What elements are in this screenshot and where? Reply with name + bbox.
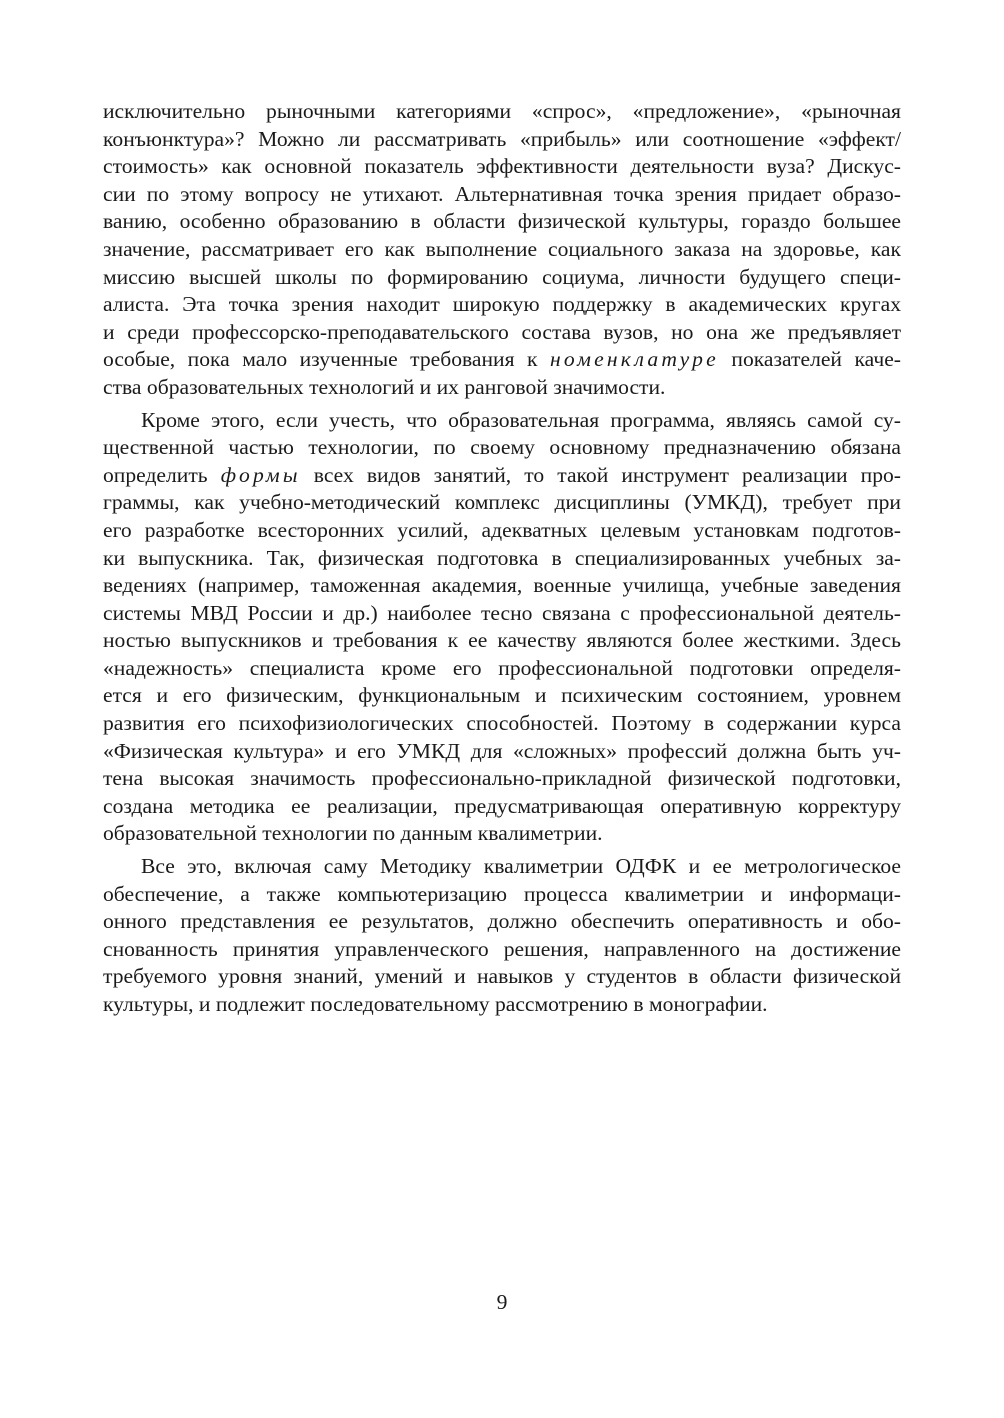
text-line: обеспечение, а также компьютеризацию процесса квалиметрии и информаци- xyxy=(103,881,901,906)
text-line: исключительно рыночными категориями «спрос», «предложение», «рыночная xyxy=(103,99,901,123)
text-line-last: ства образовательных технологий и их ранговой значимости. xyxy=(103,374,666,399)
page-number: 9 xyxy=(496,1290,508,1314)
text-line: ванию, особенно образованию в области физической культуры, гораздо большее xyxy=(103,209,901,234)
paragraph-1 xyxy=(103,98,901,402)
text-line: стоимость» как основной показатель эффективности деятельности вуза? Дискус- xyxy=(103,154,901,179)
text-fragment: определить xyxy=(103,462,221,487)
emphasized-term: номенклатуре xyxy=(550,347,719,372)
text-line: ется и его физическим, функциональным и психическим состоянием, уровнем xyxy=(103,683,901,708)
text-line: ки выпускника. Так, физическая подготовка в специализированных учебных за- xyxy=(103,545,901,570)
emphasized-term: формы xyxy=(220,462,301,487)
text-line: ностью выпускников и требования к ее качеству являются более жесткими. Здесь xyxy=(103,628,901,653)
text-line: онного представления ее результатов, должно обеспечить оперативность и обо- xyxy=(103,909,901,934)
text-line-with-emphasis xyxy=(103,346,901,374)
paragraph-2 xyxy=(103,407,901,849)
text-line: и среди профессорско-преподавательского состава вузов, но она же предъявляет xyxy=(103,319,901,344)
text-line: создана методика ее реализации, предусматривающая оперативную корректуру xyxy=(103,793,901,818)
page-body xyxy=(103,98,901,1019)
text-line: значение, рассматривает его как выполнение социального заказа на здоровье, как xyxy=(103,236,901,261)
text-line-last: культуры, и подлежит последовательному рассмотрению в монографии. xyxy=(103,992,768,1016)
text-line: алиста. Эта точка зрения находит широкую поддержку в академических кругах xyxy=(103,292,901,317)
text-line: развития его психофизиологических способностей. Поэтому в содержании курса xyxy=(103,711,901,736)
text-line-with-emphasis xyxy=(103,462,901,490)
text-line-first: Все это, включая саму Методику квалиметрии ОДФК и ее метрологическое xyxy=(141,854,901,879)
text-line: ведениях (например, таможенная академия, военные училища, учебные заведения xyxy=(103,573,901,598)
text-line: конъюнктура»? Можно ли рассматривать «прибыль» или соотношение «эффект/ xyxy=(103,126,901,151)
text-line-first: Кроме этого, если учесть, что образовательная программа, являясь самой су- xyxy=(141,407,901,432)
text-line: снованность принятия управленческого решения, направленного на достижение xyxy=(103,936,901,961)
text-line: системы МВД России и др.) наиболее тесно связана с профессиональной деятель- xyxy=(103,600,901,625)
text-fragment: всех видов занятий, то такой инструмент реализации про- xyxy=(300,462,901,487)
text-line: «надежность» специалиста кроме его профессиональной подготовки определя- xyxy=(103,655,901,680)
text-line: «Физическая культура» и его УМКД для «сложных» профессий должна быть уч- xyxy=(103,738,901,763)
text-line-last: образовательной технологии по данным квалиметрии. xyxy=(103,821,603,846)
text-line: его разработке всесторонних усилий, адекватных целевым установкам подготов- xyxy=(103,517,901,542)
text-fragment: показателей каче- xyxy=(718,347,901,372)
text-fragment: особые, пока мало изученные требования к xyxy=(103,347,550,372)
text-line: требуемого уровня знаний, умений и навыков у студентов в области физической xyxy=(103,964,901,989)
text-line: тена высокая значимость профессионально-прикладной физической подготовки, xyxy=(103,766,901,791)
paragraph-3 xyxy=(103,853,901,1019)
text-line: сии по этому вопросу не утихают. Альтернативная точка зрения придает образо- xyxy=(103,181,901,206)
text-line: граммы, как учебно-методический комплекс дисциплины (УМКД), требует при xyxy=(103,490,901,515)
text-line: щественной частью технологии, по своему основному предназначению обязана xyxy=(103,435,901,460)
text-line: миссию высшей школы по формированию социума, личности будущего специ- xyxy=(103,264,901,289)
